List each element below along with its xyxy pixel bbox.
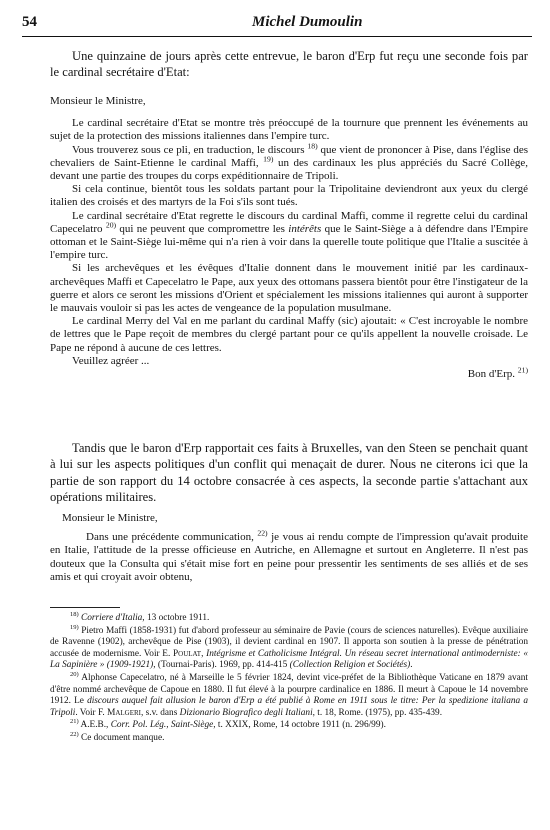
letter-1-paragraph: Si cela continue, bientôt tous les soldats partant pour la Tripolitaine deviendront aux yeux du clergé italien des croisés et des martyrs de la Foi s'ils sont tués. xyxy=(50,183,528,209)
page-number: 54 xyxy=(22,14,37,30)
footnote-ref: 18) xyxy=(307,140,318,150)
footnote-20: $^{20)}$ Alphonse Capecelatro, né à Marseille le 5 février 1824, devint vice-préfet de la Bibliothèque Vaticane en 1879 avant d'être nommé archevêque de Capoue en 1880. Il fut élevé à la pourpre cardinalice en 1886. Il meurt à Capoue le 14 novembre 1912. Le discours auquel fait allusion le baron d'Erp a été publié à Rome en 1911 sous le titre: Per la spedizione italiana a Tripoli. Voir F. Malgeri, s.v. dans Dizionario Biografico degli Italiani, t. 18, Rome. (1975), pp. 435-439. xyxy=(50,670,529,718)
footnote-19: $^{19)}$ Pietro Maffi (1858-1931) fut d'abord professeur au séminaire de Pavie (cours de sciences naturelles). Evêque auxiliaire de Ravenne (1902), archevêque de Pise (1903), il devient cardinal en 1907. Il apporta son soutien à la presse de pénétration accusée de modernisme. Voir E. Poulat, Intégrisme et Catholicisme Intégral. Un réseau secret international antimoderniste: « La Sapinière » (1909-1921), (Tournai-Paris). 1969, pp. 414-415 (Collection Religion et Sociétés). xyxy=(50,623,528,671)
letter-1 xyxy=(50,95,528,381)
footnote-rule xyxy=(50,607,120,608)
running-head: Michel Dumoulin xyxy=(252,14,363,30)
letter-1-closing: Veuillez agréer ... xyxy=(72,354,150,367)
footnote-ref: 22) xyxy=(257,528,268,538)
letter-1-paragraph: Vous trouverez sous ce pli, en traduction, le discours $^{18)}$ que vient de prononcer à Pise, dans l'église des chevaliers de Saint-Etienne le cardinal Maffi, $^{19)}$ un des cardinaux les plus appréciés du Sacré Collège, devant une partie des troupes du corps expéditionnaire de Tripoli. xyxy=(50,140,529,183)
footnote-18: $^{18)}$ Corriere d'Italia, 13 octobre 1911. xyxy=(70,610,210,623)
letter-2 xyxy=(50,512,528,584)
letter-2-salutation: Monsieur le Ministre, xyxy=(62,512,158,524)
page-header xyxy=(22,14,532,36)
letter-1-paragraph: Si les archevêques et les évêques d'Italie donnent dans le mouvement initié par les cardinaux-archevêques Maffi et Capecelatro le Pape, aux yeux des ottomans passera bientôt pour être l'instigateur de la guerre et alors ce seront les missions d'Orient et spécialement les missions italiennes qui auront à supporter le mauvais vouloir si pas les actes de vengeance de la population musulmane. xyxy=(50,262,528,315)
header-rule xyxy=(22,36,532,37)
intro-paragraph-2: Tandis que le baron d'Erp rapportait ces faits à Bruxelles, van den Steen se penchait quant à lui sur les aspects politiques d'un conflit qui menaçait de durer. Nous ne citerons ici que la partie de son rapport du 14 octobre consacrée à ces aspects, la seconde partie s'attachant aux opérations militaires. xyxy=(50,441,528,504)
letter-1-paragraph: Le cardinal secrétaire d'Etat se montre très préoccupé de la tournure que prennent les événements au sujet de la protection des missions italiennes dans l'empire turc. xyxy=(50,117,528,143)
footnote-21: $^{21)}$ A.E.B., Corr. Pol. Lég., Saint-Siège, t. XXIX, Rome, 14 octobre 1911 (n. 296/99). xyxy=(70,718,386,731)
letter-1-paragraph: Le cardinal secrétaire d'Etat regrette le discours du cardinal Maffi, comme il regrette celui du cardinal Capecelatro $^{20)}$ qui ne peuvent que compromettre les intérêts que le Saint-Siège a à défendre dans l'Empire ottoman et le Saint-Siège lui-même qui n'a rien à voir dans la querelle toute politique que l'Italie a suscitée à l'empire turc. xyxy=(50,209,529,262)
intro-paragraph-1: Une quinzaine de jours après cette entrevue, le baron d'Erp fut reçu une seconde fois par le cardinal secrétaire d'Etat: xyxy=(50,49,528,80)
letter-1-paragraph: Le cardinal Merry del Val en me parlant du cardinal Maffy (sic) ajoutait: « C'est incroyable le nombre de lettres que le Pape reçoit de membres du clergé partant pour ce qu'ils appellent la nouvelle croisade. Le Pape ne répond à aucune de ces lettres. xyxy=(50,315,528,354)
footnotes xyxy=(50,610,529,746)
letter-2-paragraph: Dans une précédente communication, $^{22)}$ je vous ai rendu compte de l'impression qu'avait produite en Italie, l'attitude de la presse officieuse en Autriche, en Allemagne et surtout en Angleterre. Il n'est pas douteux que la Consulta qui s'était mise fort en peine pour pressentir les sentiments de ses alliés et de ses amis et qui croyait avoir obtenu, xyxy=(50,528,528,583)
letter-1-signature: Bon d'Erp. $^{21)}$ xyxy=(467,365,528,381)
footnote-ref: 20) xyxy=(105,220,117,230)
footnote-22: $^{22)}$ Ce document manque. xyxy=(70,730,165,743)
footnote-ref: 19) xyxy=(263,154,274,164)
letter-1-salutation: Monsieur le Ministre, xyxy=(50,95,146,107)
